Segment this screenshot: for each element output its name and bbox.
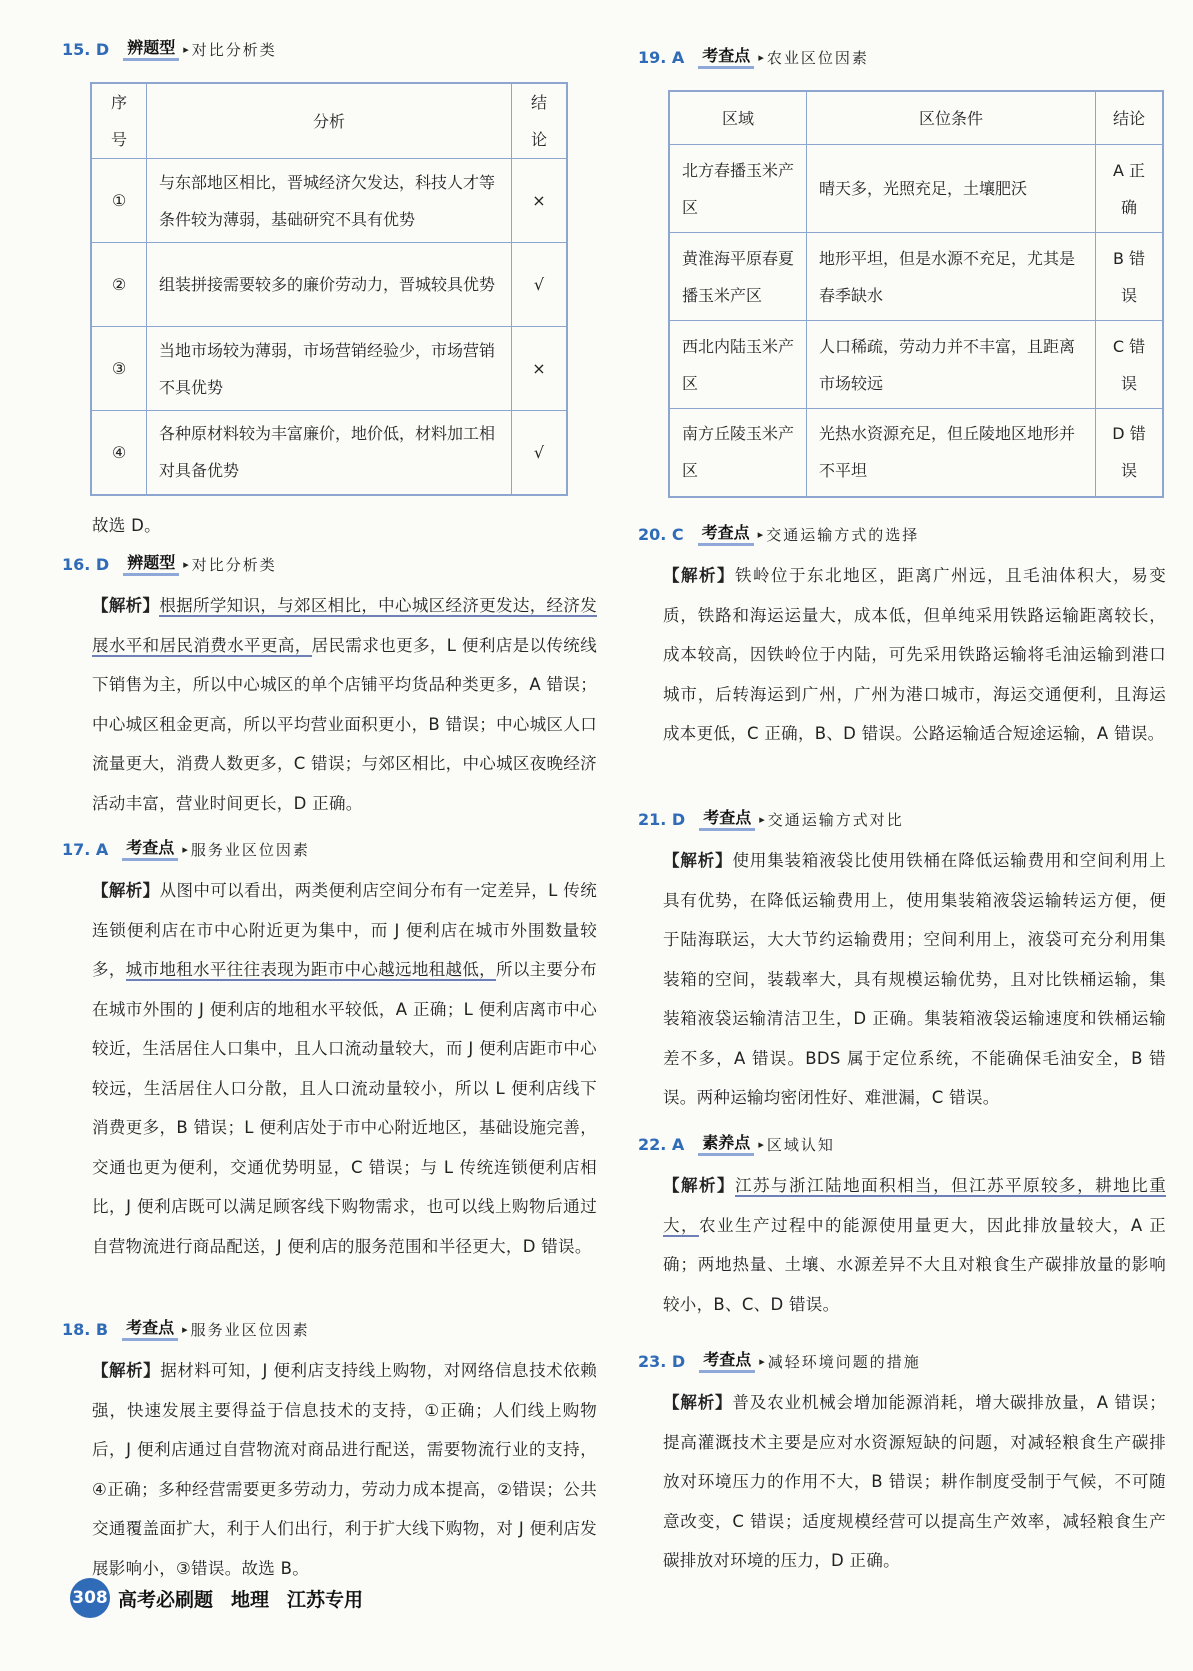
q23-header — [638, 1350, 921, 1373]
analysis-label: 【解析】 — [92, 1361, 161, 1380]
row-text: 各种原材料较为丰富廉价，地价低，材料加工相对具备优势 — [147, 411, 512, 495]
row-mark: √ — [512, 411, 568, 495]
q17-explanation — [92, 871, 597, 1266]
explanation-text: 居民需求也更多，L 便利店是以传统线下销售为主，所以中心城区的单个店铺平均货品种类更多，A 错误；中心城区租金更高，所以平均营业面积更小，B 错误；中心城区人口流量更大，消费人数更多，C 错误；与郊区相比，中心城区夜晚经济活动丰富，营业时间更长，D 正确。 — [92, 635, 597, 813]
col-header: 结论 — [512, 83, 568, 159]
q16-tag: 辨题型 — [123, 553, 179, 576]
row-text: 与东部地区相比，晋城经济欠发达，科技人才等条件较为薄弱，基础研究不具有优势 — [147, 159, 512, 243]
analysis-label: 【解析】 — [92, 881, 160, 900]
table-row — [669, 409, 1163, 497]
row-text: 组装拼接需要较多的廉价劳动力，晋城较具优势 — [147, 243, 512, 327]
table-row — [91, 243, 567, 327]
q17-number: 17. A — [62, 840, 109, 859]
table-row — [91, 327, 567, 411]
q16-explanation — [92, 586, 597, 823]
q20-topic: 交通运输方式的选择 — [766, 526, 920, 544]
arrow-icon: ▸ — [759, 1355, 765, 1368]
q16-topic: 对比分析类 — [191, 556, 277, 574]
table-row — [669, 321, 1163, 409]
q21-tag: 考查点 — [699, 808, 755, 831]
analysis-label: 【解析】 — [92, 596, 160, 615]
row-condition: 人口稀疏，劳动力并不丰富，且距离市场较远 — [807, 321, 1096, 409]
table-header-row — [91, 83, 567, 159]
arrow-icon: ▸ — [759, 813, 765, 826]
explanation-text: 所以主要分布在城市外围的 J 便利店的地租水平较低，A 正确；L 便利店离市中心较近，生活居住人口集中，且人口流动量较大，而 J 便利店距市中心较远，生活居住人口分散，且人口流动量较小，所以 L 便利店线下消费更多，B 错误；L 便利店处于市中心附近地区，基础设施完善，交通也更为便利，交通优势明显，C 错误；与 L 传统连锁便利店相比，J 便利店既可以满足顾客线下购物需求，也可以线上购物后通过自营物流进行商品配送，J 便利店的服务范围和半径更大，D 错误。 — [92, 960, 597, 1256]
q15-number: 15. D — [62, 40, 110, 59]
q21-topic: 交通运输方式对比 — [767, 811, 904, 829]
row-result: D 错误 — [1096, 409, 1164, 497]
q23-tag: 考查点 — [699, 1350, 755, 1373]
table-row — [91, 159, 567, 243]
q16-header — [62, 553, 277, 576]
q15-header — [62, 38, 277, 61]
q22-header — [638, 1133, 835, 1156]
q22-topic: 区域认知 — [766, 1136, 835, 1154]
analysis-label: 【解析】 — [663, 851, 733, 870]
row-id: ② — [91, 243, 147, 327]
arrow-icon: ▸ — [758, 51, 764, 64]
q18-header — [62, 1318, 310, 1341]
q19-header — [638, 46, 869, 69]
row-condition: 晴天多，光照充足，土壤肥沃 — [807, 145, 1096, 233]
col-header: 区域 — [669, 91, 807, 145]
explanation-text: 从图中可以看出，两类便利店空间分布有一定差异，L 传统连锁便利店在市中心附近更为集中，而 J 便利店在城市外围数量较多， — [92, 881, 598, 979]
row-text: 当地市场较为薄弱，市场营销经验少，市场营销不具优势 — [147, 327, 512, 411]
table-row — [669, 233, 1163, 321]
q19-tag: 考查点 — [698, 46, 754, 69]
arrow-icon: ▸ — [757, 528, 764, 541]
analysis-label: 【解析】 — [663, 1393, 733, 1412]
row-region: 黄淮海平原春夏播玉米产区 — [669, 233, 807, 321]
q15-table — [90, 82, 568, 496]
page-footer — [70, 1578, 381, 1618]
q19-topic: 农业区位因素 — [766, 49, 869, 67]
row-mark: × — [512, 159, 568, 243]
q23-number: 23. D — [638, 1352, 686, 1371]
analysis-label: 【解析】 — [663, 1176, 736, 1195]
row-region: 北方春播玉米产区 — [669, 145, 807, 233]
row-id: ① — [91, 159, 147, 243]
explanation-text: 铁岭位于东北地区，距离广州远，且毛油体积大，易变质，铁路和海运运量大，成本低，但单纯采用铁路运输距离较长，成本较高，因铁岭位于内陆，可先采用铁路运输将毛油运输到港口城市，后转海运到广州，广州为港口城市，海运交通便利，且海运成本更低，C 正确，B、D 错误。公路运输适合短途运输，A 错误。 — [663, 566, 1166, 743]
table-row — [91, 411, 567, 495]
q23-explanation — [663, 1383, 1166, 1581]
q20-explanation — [663, 556, 1166, 754]
q18-number: 18. B — [62, 1320, 109, 1339]
q20-number: 20. C — [638, 525, 684, 544]
q18-tag: 考查点 — [122, 1318, 178, 1341]
book-title: 高考必刷题 — [118, 1588, 214, 1611]
key-point: 江苏与浙江陆地面积相当，但江苏平原较多，耕地比重大， — [663, 1176, 1166, 1235]
row-condition: 地形平坦，但是水源不充足，尤其是春季缺水 — [807, 233, 1096, 321]
table-row — [669, 145, 1163, 233]
explanation-text: 农业生产过程中的能源使用量更大，因此排放量较大，A 正确；两地热量、土壤、水源差异不大且对粮食生产碳排放量的影响较小，B、C、D 错误。 — [663, 1215, 1166, 1314]
q20-header — [638, 523, 919, 546]
q18-topic: 服务业区位因素 — [190, 1321, 310, 1339]
analysis-label: 【解析】 — [663, 566, 736, 585]
q18-explanation — [92, 1351, 597, 1588]
q22-number: 22. A — [638, 1135, 685, 1154]
q21-explanation — [663, 841, 1166, 1118]
explanation-text: 据材料可知，J 便利店支持线上购物，对网络信息技术依赖强，快速发展主要得益于信息技术的支持，①正确；人们线上购物后，J 便利店通过自营物流对商品进行配送，需要物流行业的支持，④正确；多种经营需要更多劳动力，劳动力成本提高，②错误；公共交通覆盖面扩大，利于人们出行，利于扩大线下购物，对 J 便利店发展影响小，③错误。故选 B。 — [92, 1361, 598, 1578]
q22-explanation — [663, 1166, 1166, 1324]
arrow-icon: ▸ — [183, 43, 189, 56]
q21-header — [638, 808, 904, 831]
row-result: A 正确 — [1096, 145, 1164, 233]
row-region: 南方丘陵玉米产区 — [669, 409, 807, 497]
row-id: ④ — [91, 411, 147, 495]
q16-number: 16. D — [62, 555, 110, 574]
q20-tag: 考查点 — [698, 523, 754, 546]
q21-number: 21. D — [638, 810, 686, 829]
q17-tag: 考查点 — [122, 838, 178, 861]
q17-topic: 服务业区位因素 — [190, 841, 310, 859]
q23-topic: 减轻环境问题的措施 — [767, 1353, 921, 1371]
arrow-icon: ▸ — [182, 1323, 188, 1336]
q17-header — [62, 838, 310, 861]
key-point: 城市地租水平往往表现为距市中心越远地租越低， — [125, 960, 497, 979]
explanation-text: 普及农业机械会增加能源消耗，增大碳排放量，A 错误；提高灌溉技术主要是应对水资源短缺的问题，对减轻粮食生产碳排放对环境压力的作用不大，B 错误；耕作制度受制于气候，不可随意改变，C 错误；适度规模经营可以提高生产效率，减轻粮食生产碳排放对环境的压力，D 正确。 — [663, 1393, 1166, 1570]
row-mark: × — [512, 327, 568, 411]
arrow-icon: ▸ — [182, 843, 188, 856]
row-region: 西北内陆玉米产区 — [669, 321, 807, 409]
q22-tag: 素养点 — [698, 1133, 754, 1156]
table-header-row — [669, 91, 1163, 145]
col-header: 区位条件 — [807, 91, 1096, 145]
row-id: ③ — [91, 327, 147, 411]
q15-topic: 对比分析类 — [191, 41, 277, 59]
subject: 地理 — [231, 1588, 270, 1611]
explanation-text: 使用集装箱液袋比使用铁桶在降低运输费用和空间利用上具有优势，在降低运输费用上，使用集装箱液袋运输转运方便，便于陆海联运，大大节约运输费用；空间利用上，液袋可充分利用集装箱的空间，装载率大，具有规模运输优势，且对比铁桶运输，集装箱液袋运输清洁卫生，D 正确。集装箱液袋运输速度和铁桶运输差不多，A 错误。BDS 属于定位系统，不能确保毛油安全，B 错误。两种运输均密闭性好、难泄漏，C 错误。 — [663, 851, 1167, 1107]
col-header: 结论 — [1096, 91, 1164, 145]
q15-conclusion: 故选 D。 — [92, 516, 161, 535]
row-condition: 光热水资源充足，但丘陵地区地形并不平坦 — [807, 409, 1096, 497]
col-header: 序号 — [91, 83, 147, 159]
edition: 江苏专用 — [287, 1588, 364, 1611]
row-result: C 错误 — [1096, 321, 1164, 409]
row-result: B 错误 — [1096, 233, 1164, 321]
page-number: 308 — [70, 1578, 110, 1618]
row-mark: √ — [512, 243, 568, 327]
q19-number: 19. A — [638, 48, 685, 67]
q15-tag: 辨题型 — [123, 38, 179, 61]
arrow-icon: ▸ — [758, 1138, 764, 1151]
q19-table — [668, 90, 1164, 498]
key-point: 根据所学知识，与郊区相比，中心城区经济更发达，经济发展水平和居民消费水平更高， — [92, 596, 597, 655]
arrow-icon: ▸ — [183, 558, 189, 571]
col-header: 分析 — [147, 83, 512, 159]
